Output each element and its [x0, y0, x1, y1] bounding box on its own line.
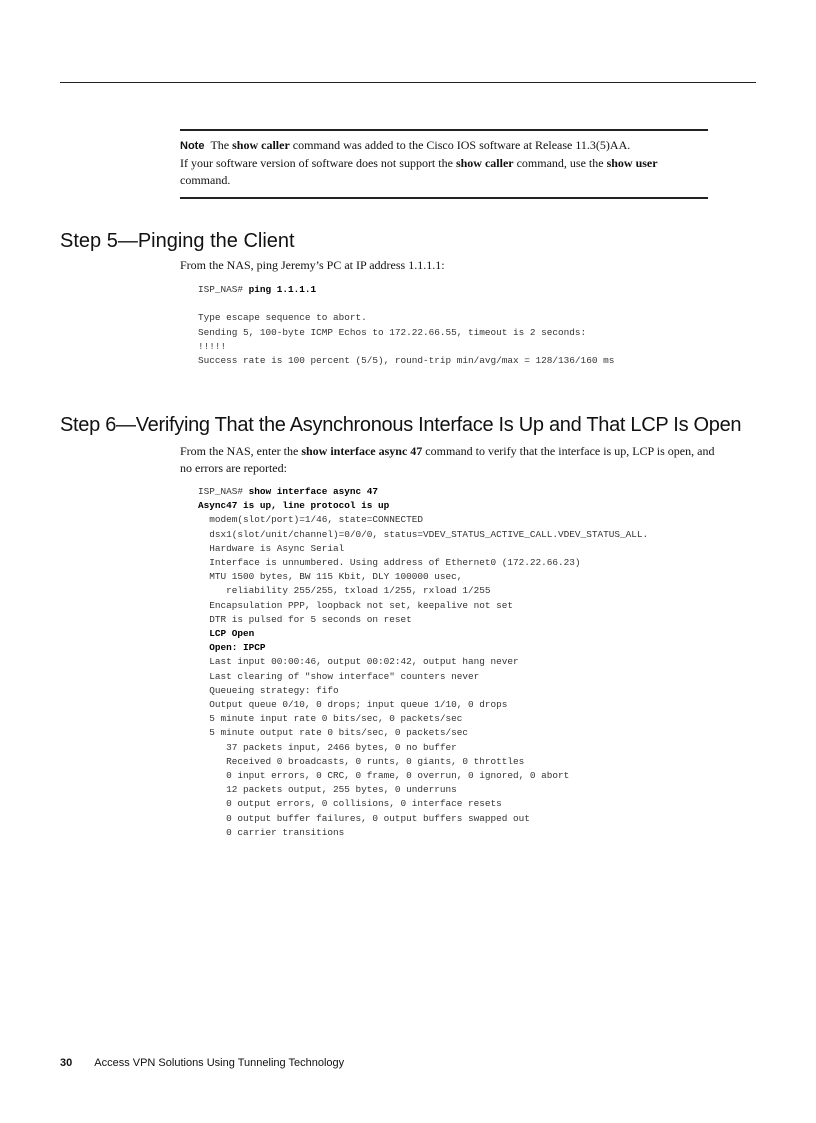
code-line [198, 770, 569, 781]
text-run: !!!!! [198, 340, 227, 352]
text-run [198, 642, 209, 653]
page-number: 30 [60, 1057, 73, 1069]
code-line [198, 784, 457, 795]
code-line [198, 514, 423, 525]
bold-text: LCP Open [209, 628, 255, 640]
text-run: ISP_NAS# [198, 284, 249, 295]
text-run: 37 packets input, 2466 bytes, 0 no buffer [198, 741, 457, 753]
code-line [198, 727, 468, 738]
note-label: Note [180, 140, 205, 152]
text-run: Hardware is Async Serial [198, 542, 345, 554]
code-line [198, 284, 316, 295]
code-line [198, 543, 344, 554]
step6-heading: Step 6—Verifying That the Asynchronous Interface Is Up and That LCP Is Open [60, 414, 742, 436]
text-run: command. [180, 173, 231, 187]
bold-text: Open: IPCP [209, 642, 266, 654]
code-line [198, 827, 344, 838]
note-text-1 [210, 138, 630, 152]
step6-intro [180, 443, 720, 477]
text-run: Output queue 0/10, 0 drops; input queue 1/10, 0 drops [198, 699, 508, 711]
text-run: command was added to the Cisco IOS software at Release 11.3(5)AA. [289, 138, 631, 152]
text-run: dsx1(slot/unit/channel)=0/0/0, status=VDEV_STATUS_ACTIVE_CALL.VDEV_STATUS_ALL. [198, 528, 649, 540]
code-line [198, 699, 507, 710]
header-rule [60, 82, 756, 83]
text-run: If your software version of software does not support the [180, 156, 456, 170]
text-run: Interface is unnumbered. Using address of Ethernet0 (172.22.66.23) [198, 557, 581, 569]
step6-code-block [198, 485, 648, 840]
text-run: command to verify that the interface is up, LCP is open, and no errors are reported: [180, 444, 715, 475]
code-line [198, 571, 462, 582]
text-run: ISP_NAS# [198, 486, 249, 497]
text-run: Last clearing of "show interface" counters never [198, 670, 480, 682]
text-run: The [210, 138, 233, 152]
bold-text: show caller [232, 138, 290, 152]
code-line [198, 742, 457, 753]
step5-heading: Step 5—Pinging the Client [60, 230, 295, 252]
text-run: 0 output buffer failures, 0 output buffers swapped out [198, 812, 530, 824]
bold-text: show interface async 47 [248, 486, 379, 497]
text-run: reliability 255/255, txload 1/255, rxload 1/255 [198, 585, 491, 597]
text-run: 0 input errors, 0 CRC, 0 frame, 0 overrun, 0 ignored, 0 abort [198, 770, 570, 782]
text-run: Received 0 broadcasts, 0 runts, 0 giants, 0 throttles [198, 755, 525, 767]
bold-text: show interface async 47 [301, 444, 423, 458]
bold-text: ping 1.1.1.1 [248, 284, 317, 295]
code-line [198, 642, 266, 653]
code-line [198, 500, 389, 511]
text-run: 0 carrier transitions [198, 826, 345, 838]
code-line [198, 355, 614, 366]
text-run: modem(slot/port)=1/46, state=CONNECTED [198, 514, 424, 526]
code-line [198, 685, 339, 696]
text-run: Success rate is 100 percent (5/5), round-trip min/avg/max = 128/136/160 ms [198, 355, 615, 367]
text-run: 0 output errors, 0 collisions, 0 interface resets [198, 798, 502, 810]
page-footer [60, 1055, 344, 1071]
code-line [198, 600, 513, 611]
step5-intro: From the NAS, ping Jeremy’s PC at IP address 1.1.1.1: [180, 258, 445, 272]
code-line [198, 529, 648, 540]
code-line [198, 557, 581, 568]
footer-title: Access VPN Solutions Using Tunneling Technology [94, 1057, 345, 1069]
note-line-1 [180, 137, 708, 155]
text-run: 5 minute input rate 0 bits/sec, 0 packets/sec [198, 713, 463, 725]
text-run: Encapsulation PPP, loopback not set, keepalive not set [198, 599, 514, 611]
code-line [198, 312, 367, 323]
code-line [198, 614, 412, 625]
step5-code-block [198, 283, 614, 368]
bold-text: show user [606, 156, 658, 170]
code-line [198, 713, 462, 724]
code-line [198, 585, 491, 596]
text-run: MTU 1500 bytes, BW 115 Kbit, DLY 100000 usec, [198, 571, 463, 583]
bold-text: show caller [455, 156, 514, 170]
text-run: Type escape sequence to abort. [198, 312, 367, 324]
code-line [198, 628, 254, 639]
text-run: command, use the [513, 156, 607, 170]
text-run: Queueing strategy: fifo [198, 684, 339, 696]
text-run [198, 628, 209, 639]
note-box [180, 129, 708, 199]
bold-text: Async47 is up, line protocol is up [198, 500, 390, 512]
code-line [198, 486, 378, 497]
code-line [198, 756, 524, 767]
code-line [198, 656, 519, 667]
code-line [198, 341, 226, 352]
text-run: 12 packets output, 255 bytes, 0 underruns [198, 784, 457, 796]
code-line [198, 671, 479, 682]
note-line-2 [180, 155, 708, 189]
text-run: 5 minute output rate 0 bits/sec, 0 packets/sec [198, 727, 469, 739]
code-line [198, 813, 530, 824]
text-run: DTR is pulsed for 5 seconds on reset [198, 613, 412, 625]
text-run: Last input 00:00:46, output 00:02:42, output hang never [198, 656, 519, 668]
code-line [198, 798, 502, 809]
code-line [198, 327, 586, 338]
text-run: Sending 5, 100-byte ICMP Echos to 172.22.66.55, timeout is 2 seconds: [198, 326, 587, 338]
text-run: From the NAS, enter the [180, 444, 302, 458]
